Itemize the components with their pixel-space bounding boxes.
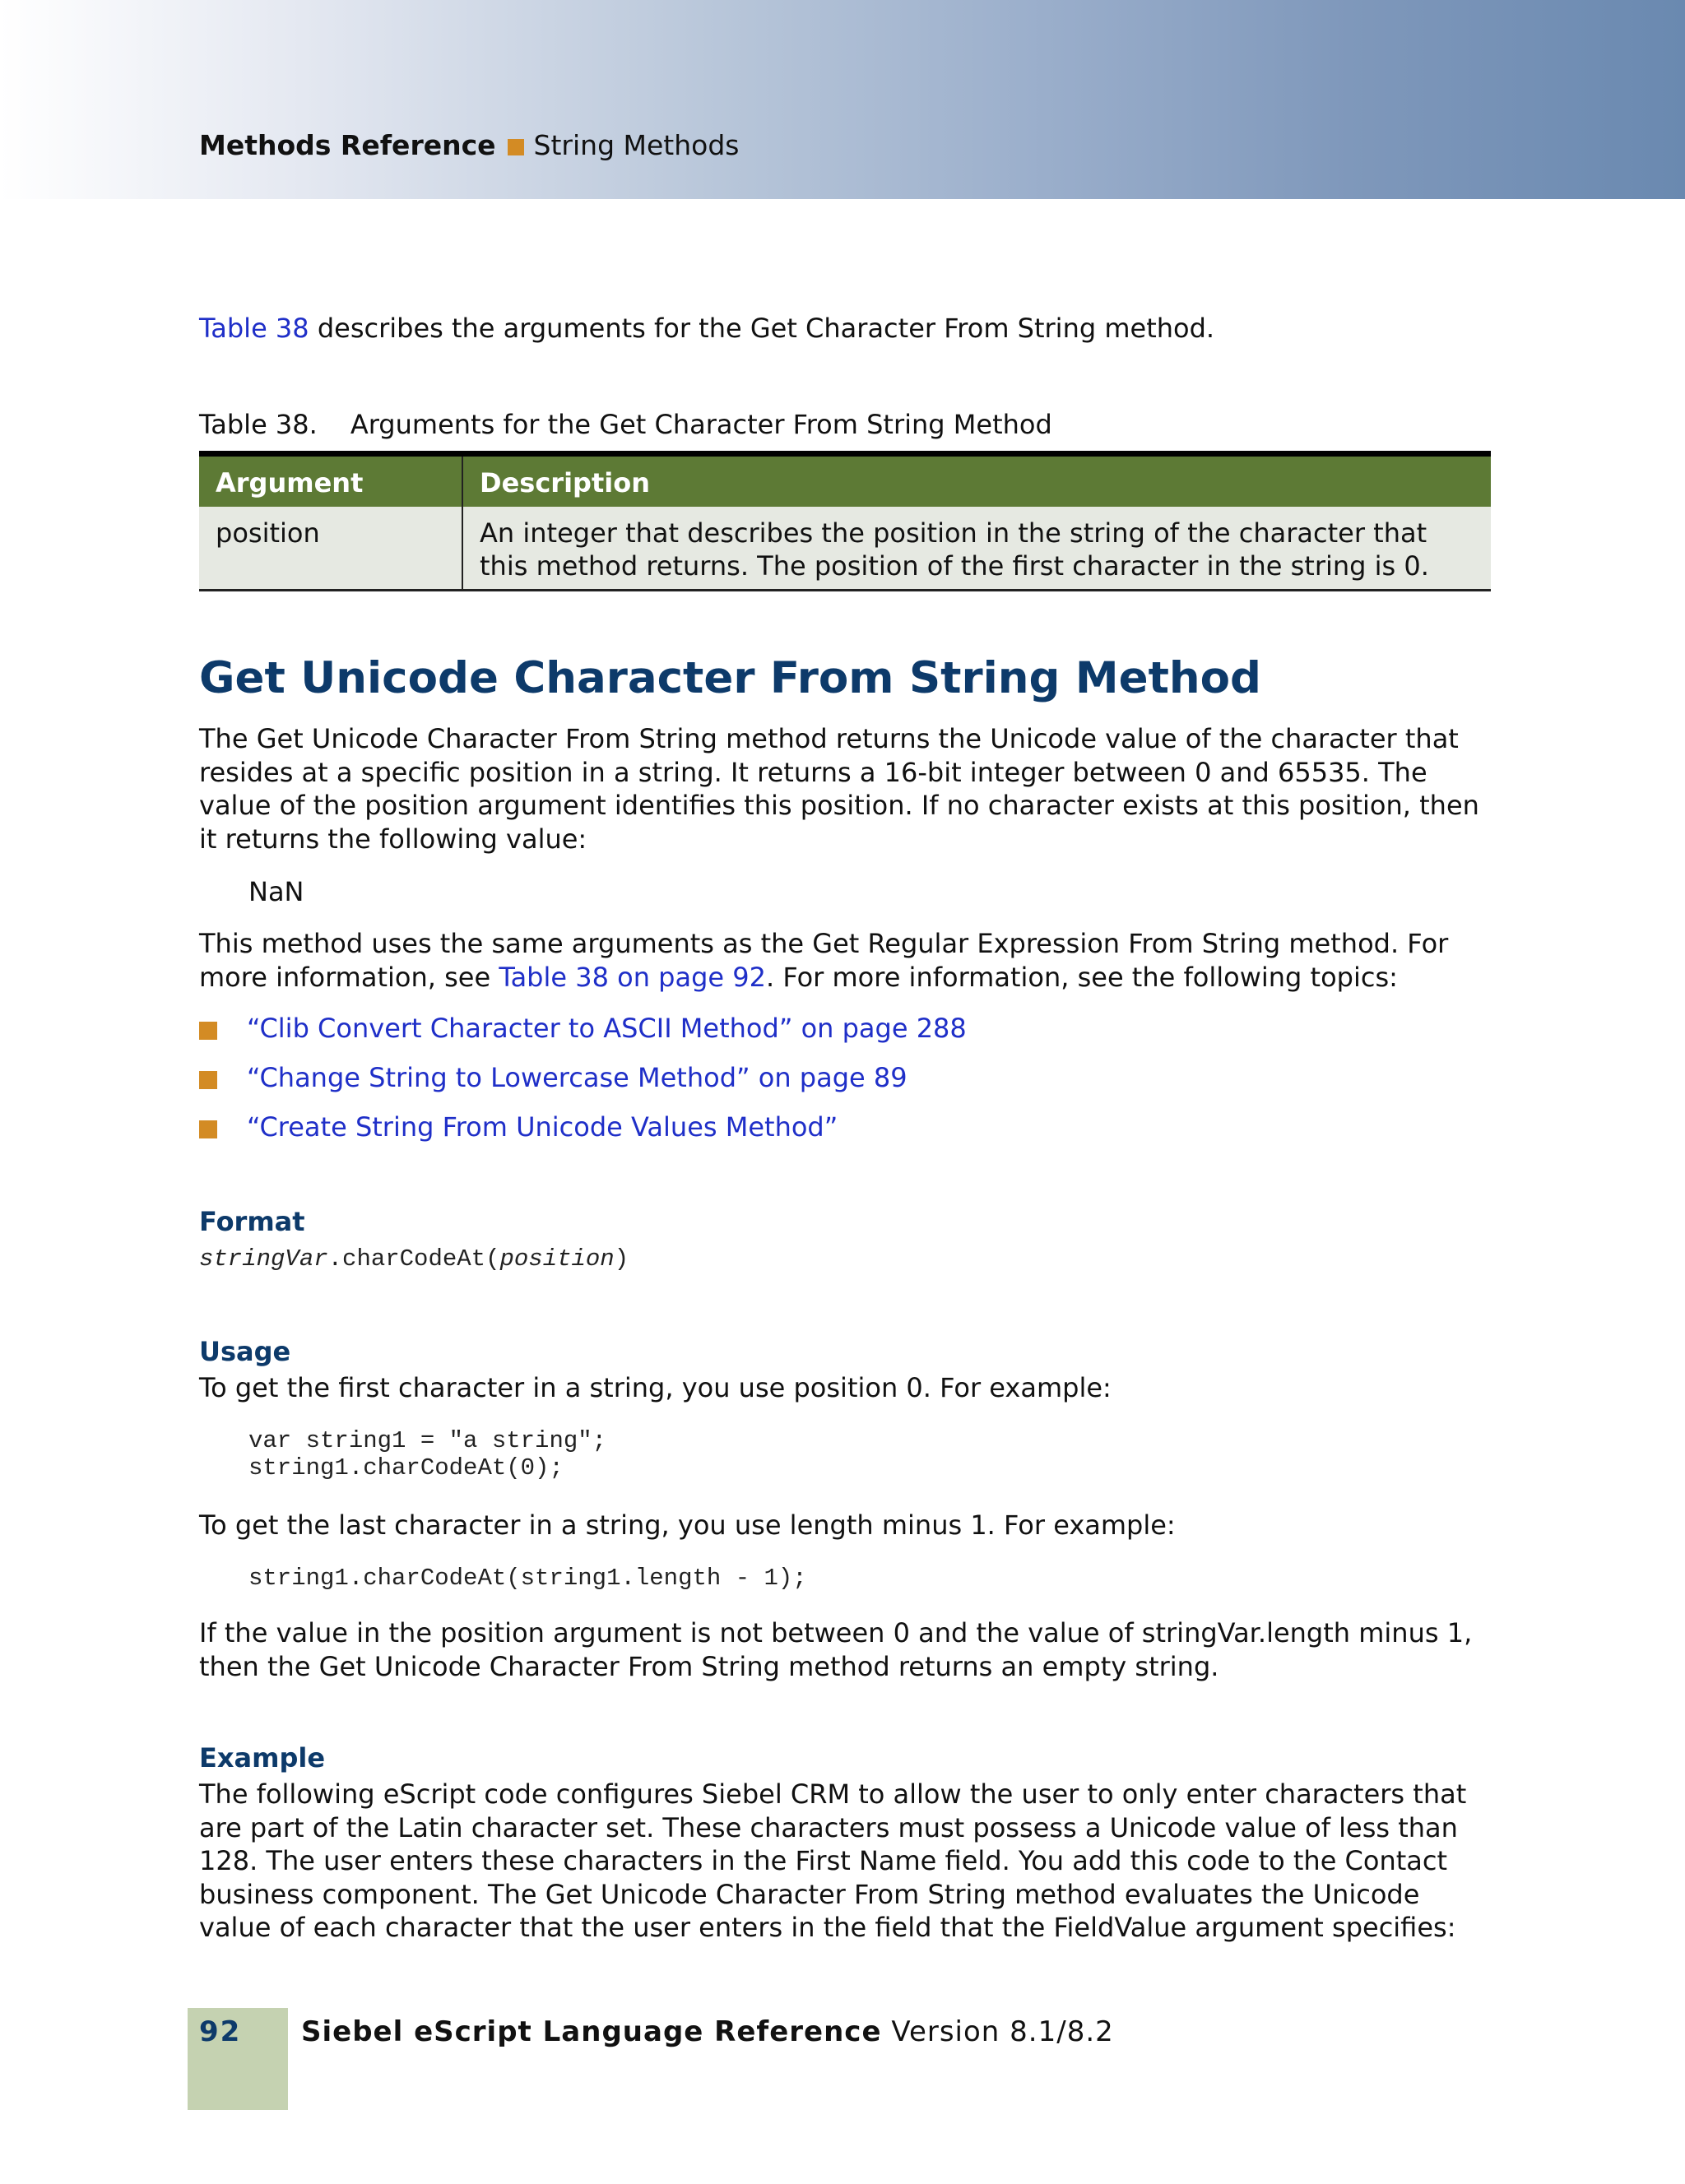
intro-paragraph [199,312,1491,345]
usage-heading: Usage [199,1336,291,1367]
format-arg: position [499,1245,615,1273]
code-line-3: string1.charCodeAt(string1.length - 1); [248,1565,807,1592]
related-topics-list [199,1012,1491,1160]
bullet-square-icon [199,1022,217,1040]
footer-book-title [301,2015,1114,2048]
table-row [199,507,1491,591]
running-header [199,129,739,162]
book-version: Version 8.1/8.2 [891,2015,1114,2048]
topic-link-create-from-unicode[interactable]: “Create String From Unicode Values Method” [247,1111,838,1143]
format-close: ) [614,1245,629,1273]
header-section: Methods Reference [199,129,496,161]
same-arguments-paragraph [199,927,1491,994]
bullet-square-icon [199,1120,217,1138]
format-var: stringVar [199,1245,328,1273]
method-description: The Get Unicode Character From String method returns the Unicode value of the character that resides at a specific position in a string. It returns a 16-bit integer between 0 and 65535. The value of the position argument identifies this position. If no character exists at this position, then it returns the following value: [199,723,1479,855]
bullet-square-icon [199,1071,217,1089]
cell-argument: position [199,507,462,591]
topic-link-clib-convert[interactable]: “Clib Convert Character to ASCII Method” on page 288 [247,1013,967,1044]
header-subsection: String Methods [533,129,740,161]
table-header-row [199,454,1491,508]
header-separator-square-icon [508,139,524,155]
same-args-before: This method uses the same arguments as the Get Regular Expression From String method. For more information, see [199,928,1449,993]
example-heading: Example [199,1742,326,1774]
usage-first-text: To get the first character in a string, you use position 0. For example: [199,1372,1112,1403]
page-number: 92 [199,2015,242,2048]
usage-last-text: To get the last character in a string, you use length minus 1. For example: [199,1509,1176,1541]
column-header-argument: Argument [199,454,462,508]
code-line-1: var string1 = "a string"; [248,1427,607,1454]
book-title: Siebel eScript Language Reference [301,2015,882,2048]
table-caption-number: Table 38. [199,409,318,440]
example-text: The following eScript code configures Siebel CRM to allow the user to only enter characters that are part of the Latin character set. These characters must possess a Unicode value of less than 128. The user enters these characters in the First Name field. You add this code to the Contact business component. The Get Unicode Character From String method evaluates the Unicode value of each character that the user enters in the field that the FieldValue argument specifies: [199,1778,1467,1943]
table-38-page-92-link[interactable]: Table 38 on page 92 [499,961,766,993]
list-item [199,1061,1491,1111]
table-caption [199,408,1052,441]
cell-description: An integer that describes the position in the string of the character that this method returns. The position of the first character in the string is 0. [462,507,1491,591]
same-args-after: . For more information, see the following topics: [765,961,1398,993]
usage-range-text: If the value in the position argument is not between 0 and the value of stringVar.length minus 1, then the Get Unicode Character From String method returns an empty string. [199,1617,1473,1682]
format-syntax [199,1245,1491,1273]
intro-text: describes the arguments for the Get Character From String method. [309,313,1215,344]
table-38-link[interactable]: Table 38 [199,313,309,344]
list-item [199,1111,1491,1160]
topic-link-change-lowercase[interactable]: “Change String to Lowercase Method” on page 89 [247,1062,907,1093]
page-header-band [0,0,1685,199]
format-heading: Format [199,1206,305,1237]
code-line-2: string1.charCodeAt(0); [248,1454,564,1482]
list-item [199,1012,1491,1061]
format-method: .charCodeAt( [327,1245,500,1273]
table-caption-title: Arguments for the Get Character From String Method [350,409,1052,440]
nan-return-value: NaN [248,876,304,907]
column-header-description: Description [462,454,1491,508]
section-title: Get Unicode Character From String Method [199,653,1261,703]
arguments-table [199,451,1491,591]
